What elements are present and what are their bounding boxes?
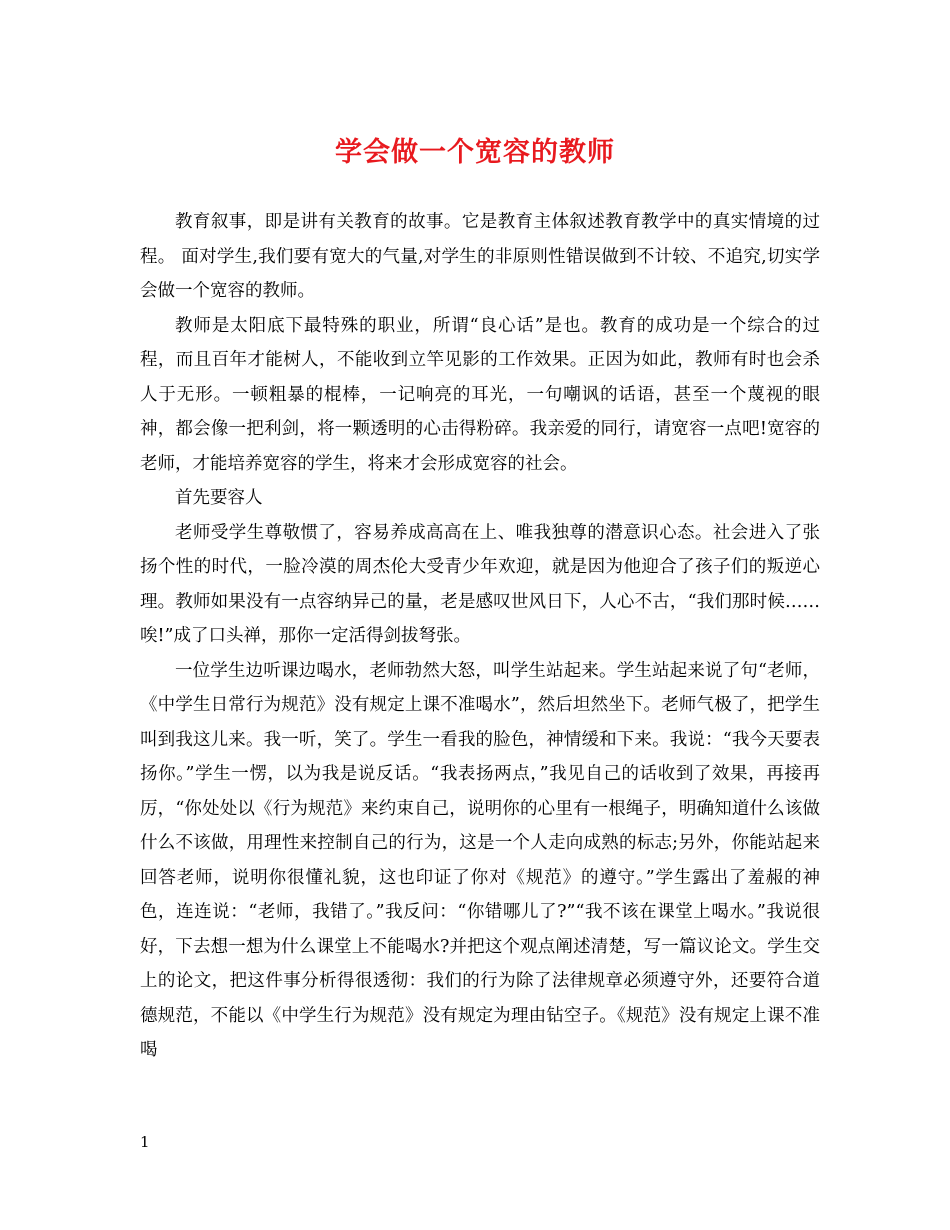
paragraph-teacher-profession: 教师是太阳底下最特殊的职业，所谓“良心话”是也。教育的成功是一个综合的过程，而且百年才能树人，不能收到立竿见影的工作效果。正因为如此，教师有时也会杀人于无形。一顿粗暴的棍棒，一记响亮的耳光，一句嘲讽的话语，甚至一个蔑视的眼神，都会像一把利剑，将一颗透明的心击得粉碎。我亲爱的同行，请宽容一点吧!宽容的老师，才能培养宽容的学生，将来才会形成宽容的社会。 — [140, 315, 820, 474]
section-heading-tolerate-others: 首先要容人 — [175, 488, 263, 508]
page-number: 1 — [140, 1133, 150, 1151]
document-title: 学会做一个宽容的教师 — [335, 137, 615, 168]
paragraph-tolerate-others: 老师受学生尊敬惯了，容易养成高高在上、唯我独尊的潜意识心态。社会进入了张扬个性的时代，一脸冷漠的周杰伦大受青少年欢迎，就是因为他迎合了孩子们的叛逆心理。教师如果没有一点容纳异己的量，老是感叹世风日下，人心不古，“我们那时候……唉!”成了口头禅，那你一定活得剑拔弩张。 — [140, 522, 820, 646]
paragraph-drinking-water-story: 一位学生边听课边喝水，老师勃然大怒，叫学生站起来。学生站起来说了句“老师，《中学生日常行为规范》没有规定上课不准喝水”，然后坦然坐下。老师气极了，把学生叫到我这儿来。我一听，笑了。学生一看我的脸色，神情缓和下来。我说：“我今天要表扬你。”学生一愣，以为我是说反话。“我表扬两点，”我见自己的话收到了效果，再接再厉，“你处处以《行为规范》来约束自己，说明你的心里有一根绳子，明确知道什么该做什么不该做，用理性来控制自己的行为，这是一个人走向成熟的标志;另外，你能站起来回答老师，说明你很懂礼貌，这也印证了你对《规范》的遵守。”学生露出了羞赧的神色，连连说：“老师，我错了。”我反问：“你错哪儿了?”“我不该在课堂上喝水。”我说很好，下去想一想为什么课堂上不能喝水?并把这个观点阐述清楚，写一篇议论文。学生交上的论文，把这件事分析得很透彻：我们的行为除了法律规章必须遵守外，还要符合道德规范，不能以《中学生行为规范》没有规定为理由钻空子。《规范》没有规定上课不准喝 — [140, 660, 820, 1060]
document-body — [140, 205, 820, 1068]
paragraph-intro: 教育叙事，即是讲有关教育的故事。它是教育主体叙述教育教学中的真实情境的过程。 面对学生,我们要有宽大的气量,对学生的非原则性错误做到不计较、不追究,切实学会做一个宽容的教师。 — [140, 212, 820, 301]
